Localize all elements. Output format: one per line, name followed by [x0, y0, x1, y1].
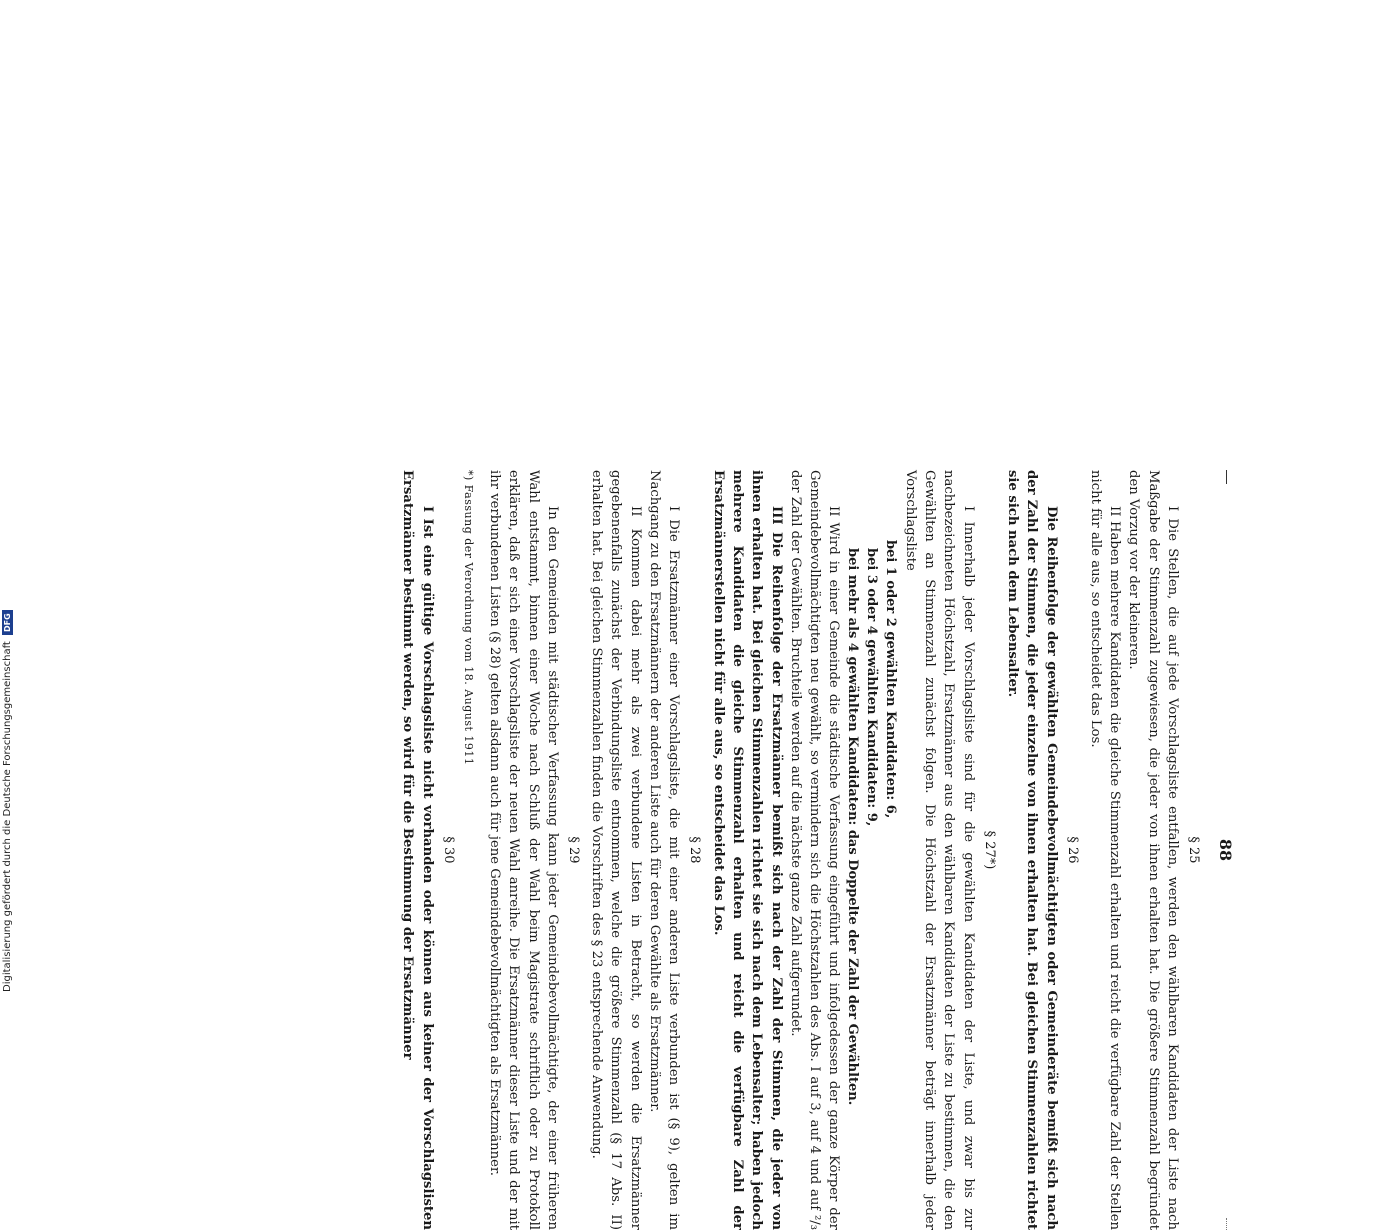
- paragraph: II Wird in einer Gemeinde die städtische Verfassung eingeführt und infolgedessen der ganze Körper der Gemeindebevollmächtigten neu gewählt, so vermindern sich die Höchstzahlen des Abs. I auf 3, auf 4 und auf ²/₃ der Zahl der Gewählten. Bruchteile werden auf die nächste ganze Zahl aufgerundet.: [787, 470, 842, 1230]
- paragraph: II Kommen dabei mehr als zwei verbundene Listen in Betracht, so werden die Ersatzmänner gegebenenfalls zunächst der Verbindungsliste entnommen, welche die größere Stimmenzahl (§ 17 Abs. II) erhalten hat. Bei gleichen Stimmenzahlen finden die Vorschriften des § 23 entsprechende Anwendung.: [589, 470, 643, 1230]
- footnote: *) Fassung der Verordnung vom 18. August 1911: [461, 470, 475, 766]
- section-heading: § 26: [1064, 836, 1080, 864]
- document-page: [135, 470, 1235, 1230]
- header-rule-right: [1226, 1218, 1227, 1230]
- credit-text: Digitalisierung gefördert durch die Deutsche Forschungsgemeinschaft: [2, 641, 13, 992]
- paragraph: Die Reihenfolge der gewählten Gemeindebevollmächtigten oder Gemeinderäte bemißt sich nach der Zahl der Stimmen, die jeder einzelne von ihnen erhalten hat. Bei gleichen Stimmenzahlen richtet sie sich nach dem Lebensalter.: [1004, 470, 1059, 1230]
- paragraph: III Die Reihenfolge der Ersatzmänner bemißt sich nach der Zahl der Stimmen, die jeder von ihnen erhalten hat. Bei gleichen Stimmenzahlen richtet sie sich nach dem Lebensalter; haben jedoch mehrere Kandidaten die gleiche Stimmenzahl erhalten und reicht die verfügbare Zahl der Ersatzmännerstellen nicht für alle aus, so entscheidet das Los.: [710, 470, 784, 1230]
- section-heading: § 25: [1186, 836, 1201, 864]
- digitization-credit: [2, 610, 13, 992]
- paragraph: In den Gemeinden mit städtischer Verfassung kann jeder Gemeindebevollmächtigte, der einer früheren Wahl entstammt, binnen einer Woche nach Schluß der Wahl beim Magistrate schriftlich oder zu Protokoll erklären, daß er sich einer Vorschlagsliste der neuen Wahl anreihe. Die Ersatzmänner dieser Liste und der mit ihr verbundenen Listen (§ 28) gelten alsdann auch für jene Gemeindebevollmächtigten als Ersatzmänner.: [486, 470, 560, 1230]
- page-header: [1205, 470, 1235, 1230]
- paragraph: I Ist eine gültige Vorschlagsliste nicht vorhanden oder können aus keiner der Vorschlagslisten Ersatzmänner bestimmt werden, so wird für die Bestimmung der Ersatzmänner: [400, 470, 435, 1230]
- list-item: bei 3 oder 4 gewählten Kandidaten: 9,: [864, 548, 880, 827]
- ersatzmaenner-list: [843, 470, 900, 1230]
- paragraph: II Haben mehrere Kandidaten die gleiche Stimmenzahl erhalten und reicht die verfügbare Zahl der Stellen nicht für alle aus, so entscheidet das Los.: [1087, 470, 1123, 1230]
- section-heading: § 27*): [981, 830, 997, 870]
- section-heading: § 30: [440, 836, 456, 864]
- section-heading: § 29: [565, 836, 581, 864]
- list-item: bei 1 oder 2 gewählten Kandidaten: 6,: [883, 540, 899, 819]
- document-body: [398, 470, 1207, 1230]
- list-item: bei mehr als 4 gewählten Kandidaten: das Doppelte der Zahl der Gewählten.: [845, 548, 861, 1106]
- section-heading: § 28: [687, 836, 703, 864]
- paragraph: I Die Stellen, die auf jede Vorschlagsliste entfallen, werden den wählbaren Kandidaten der Liste nach Maßgabe der Stimmenzahl zugewiesen, die jeder von ihnen erhalten hat. Die größere Stimmenzahl begründet den Vorzug vor der kleineren.: [1126, 470, 1180, 1230]
- page-number: 88: [1216, 838, 1235, 862]
- paragraph: I Innerhalb jeder Vorschlagsliste sind für die gewählten Kandidaten der Liste, und zwar bis zur nachbezeichneten Höchstzahl, Ersatzmänner aus den wählbaren Kandidaten der Liste zu bestimmen, die den Gewählten an Stimmenzahl zunächst folgen. Die Höchstzahl der Ersatzmänner beträgt innerhalb jeder Vorschlagsliste: [902, 470, 976, 1230]
- dfg-logo: DFG: [2, 610, 13, 635]
- paragraph: I Die Ersatzmänner einer Vorschlagsliste, die mit einer anderen Liste verbunden ist (§ 9), gelten im Nachgang zu den Ersatzmännern der anderen Liste auch für deren Gewählte als Ersatzmänner.: [647, 470, 682, 1230]
